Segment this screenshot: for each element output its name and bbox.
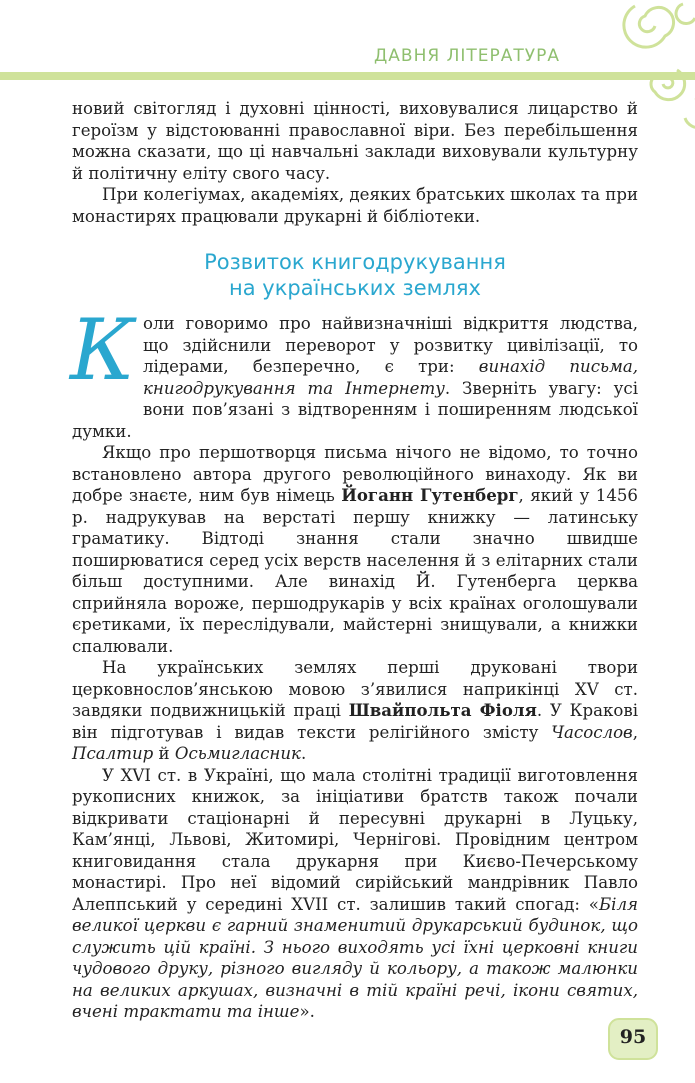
p1-italic: винахід письма, книгодрукування та Інтернету [143, 357, 638, 398]
p1-start: оли говоримо про найвизначніші відкриття людства, що здійснили переворот у розвитку цивілізації, то лідерами, безперечно, є три: [143, 314, 638, 376]
paragraph-1 [70, 301, 638, 442]
p3-start: На українських землях перші друковані твори церковнослов’янською мовою з’явилися наприкінці XV ст. завдяки подвижницькій праці [72, 658, 638, 720]
p3-mid: . У Кракові він підготував і видав тексти релігійного змісту [72, 701, 639, 742]
page-number: 95 [619, 1026, 647, 1048]
paragraph-3 [72, 657, 638, 765]
p2-end: , який у 1456 р. надрукував на верстаті першу книжку — латинську граматику. Відтоді знання стали значно швидше поширюватися серед усіх верств населення й з елітарних стали більш доступними. Але винахід Й. Гутенберга церква сприйняла вороже, першодрукарів у всіх країнах оголошували єретиками, їх переслідували, майстерні знищували, а книжки спалювали. [72, 486, 638, 656]
p1-end: . Зверніть увагу: усі вони пов’язані з відтворенням і поширенням людської думки. [72, 378, 638, 441]
p4-end: ». [299, 1002, 315, 1021]
paragraph-2 [72, 442, 638, 657]
heading-line-2: на українських землях [229, 276, 481, 300]
p3-sep-1: , [632, 722, 638, 742]
section-heading [72, 249, 638, 301]
p3-end: . [300, 744, 307, 763]
p3-title-1: Часослов [551, 722, 633, 742]
page-body [72, 98, 638, 1023]
p4-quote: Біля великої церкви є гарний знаменитий друкарський будинок, що служить цій країні. З нього виходять усі їхні церковні книги чудового друку, різного вигляду й кольору, а також малюнки на великих аркушах, визначні в тій країні речі, ікони святих, вчені трактати та інше [72, 894, 638, 1021]
p3-sep-2: й [153, 744, 175, 763]
drop-cap: К [70, 301, 136, 399]
section-title: ДАВНЯ ЛІТЕРАТУРА [374, 46, 560, 66]
intro-paragraph-2: При колегіумах, академіях, деяких братських школах та при монастирях працювали друкарні й бібліотеки. [72, 185, 638, 226]
heading-line-1: Розвиток книгодрукування [204, 250, 506, 274]
p2-start: Якщо про першотворця письма нічого не відомо, то точно встановлено автора другого революційного винаходу. Як ви добре знаєте, ним був німець [72, 443, 638, 505]
paragraph-4 [72, 765, 638, 1023]
p3-title-2: Псалтир [72, 744, 154, 763]
p2-bold-name: Йоганн Гутенберг [341, 485, 519, 505]
p4-start: У XVI ст. в Україні, що мала столітні традиції виготовлення рукописних книжок, за ініціативи братств також почали відкривати стаціонарні й пересувні друкарні в Луцьку, Кам’янці, Львові, Житомирі, Чернігові. Провідним центром книговидання стала друкарня при Києво-Печерському монастирі. Про неї відомий сирійський мандрівник Павло Алеппський у середині XVII ст. залишив такий спогад: « [72, 765, 638, 914]
intro-paragraph-1: новий світогляд і духовні цінності, виховувалися лицарство й героїзм у відстоюванні православної віри. Без перебільшення можна сказати, що ці навчальні заклади виховували культурну й політичну еліту свого часу. [72, 99, 638, 183]
page-number-badge [608, 1018, 658, 1060]
p3-title-3: Осьмигласник [174, 744, 301, 763]
p3-bold-name: Швайпольта Фіоля [348, 700, 537, 720]
